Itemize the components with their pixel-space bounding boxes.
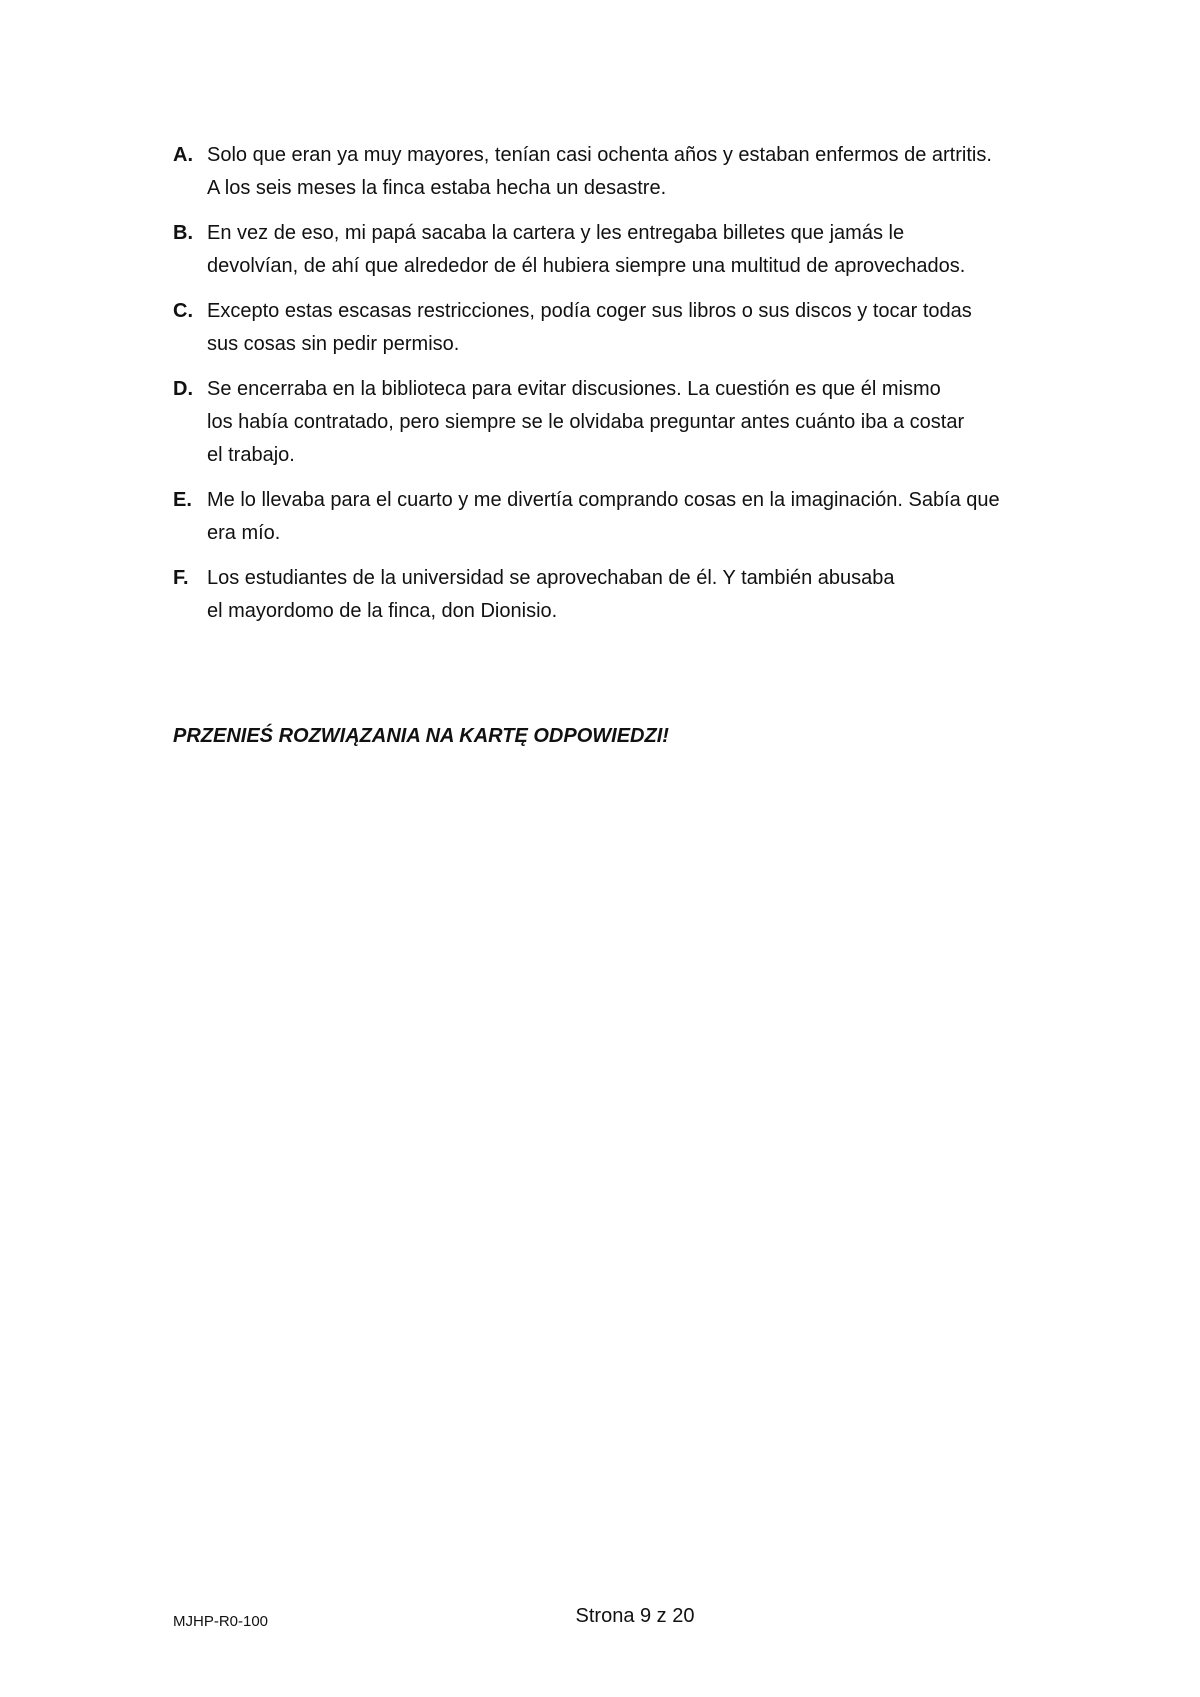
option-line: era mío. bbox=[207, 522, 281, 544]
option-letter: F. bbox=[173, 567, 189, 589]
option-line: devolvían, de ahí que alrededor de él hubiera siempre una multitud de aprovechados. bbox=[207, 255, 966, 277]
option-letter: A. bbox=[173, 144, 193, 166]
transfer-answers-instruction: PRZENIEŚ ROZWIĄZANIA NA KARTĘ ODPOWIEDZI! bbox=[173, 725, 669, 747]
option-letter: C. bbox=[173, 300, 193, 322]
option-line: Se encerraba en la biblioteca para evitar discusiones. La cuestión es que él mismo bbox=[207, 378, 941, 400]
option-line: En vez de eso, mi papá sacaba la cartera y les entregaba billetes que jamás le bbox=[207, 222, 905, 244]
page-number: Strona 9 z 20 bbox=[575, 1605, 695, 1627]
option-letter: E. bbox=[173, 489, 192, 511]
option-line: Me lo llevaba para el cuarto y me divertía comprando cosas en la imaginación. Sabía que bbox=[207, 489, 1000, 511]
option-e bbox=[173, 484, 1103, 550]
option-text bbox=[207, 562, 1103, 628]
option-letter: B. bbox=[173, 222, 193, 244]
option-line: Los estudiantes de la universidad se aprovechaban de él. Y también abusaba bbox=[207, 567, 895, 589]
option-line: el mayordomo de la finca, don Dionisio. bbox=[207, 600, 558, 622]
option-line: Excepto estas escasas restricciones, podía coger sus libros o sus discos y tocar todas bbox=[207, 300, 972, 322]
option-a bbox=[173, 139, 1103, 205]
option-line: sus cosas sin pedir permiso. bbox=[207, 333, 460, 355]
exam-code: MJHP-R0-100 bbox=[173, 1613, 269, 1630]
option-line: A los seis meses la finca estaba hecha un desastre. bbox=[207, 177, 667, 199]
option-b bbox=[173, 217, 1103, 283]
answer-options-list bbox=[173, 139, 1103, 640]
option-letter: D. bbox=[173, 378, 193, 400]
option-line: Solo que eran ya muy mayores, tenían casi ochenta años y estaban enfermos de artritis. bbox=[207, 144, 992, 166]
option-text bbox=[207, 217, 1103, 283]
option-text bbox=[207, 295, 1103, 361]
option-d bbox=[173, 373, 1103, 472]
option-line: el trabajo. bbox=[207, 444, 295, 466]
option-text bbox=[207, 373, 1103, 472]
option-text bbox=[207, 484, 1103, 550]
option-f bbox=[173, 562, 1103, 628]
option-c bbox=[173, 295, 1103, 361]
option-text bbox=[207, 139, 1103, 205]
option-line: los había contratado, pero siempre se le olvidaba preguntar antes cuánto iba a costar bbox=[207, 411, 965, 433]
